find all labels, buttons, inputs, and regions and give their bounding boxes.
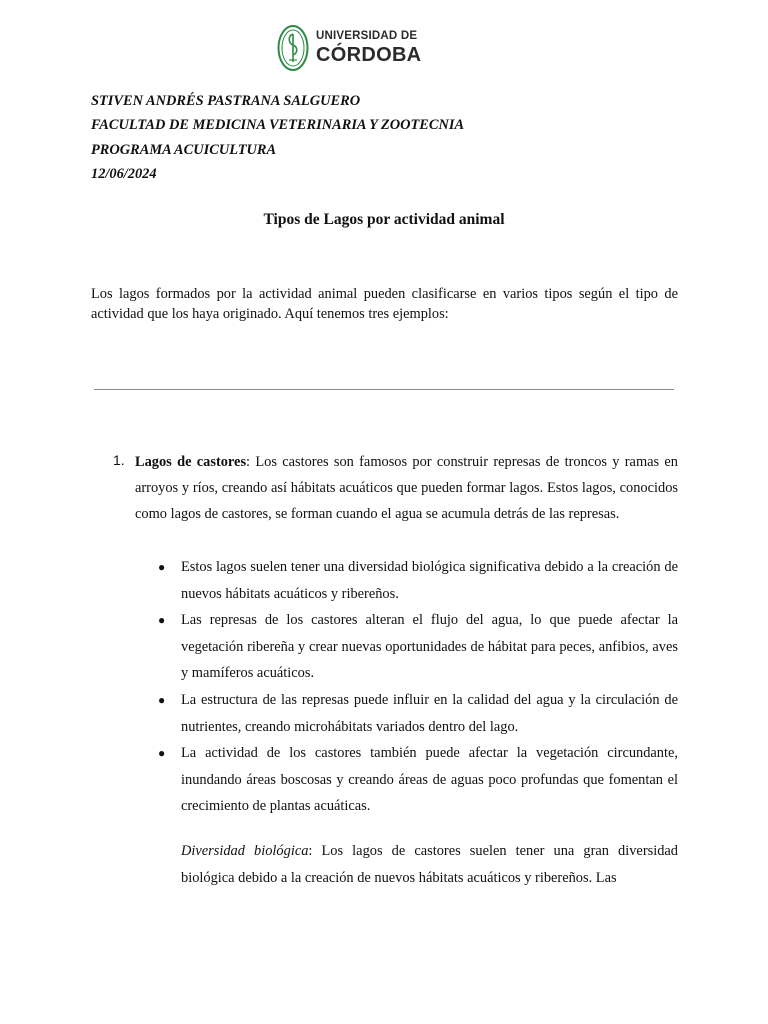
logo-line-2: CÓRDOBA xyxy=(316,44,422,67)
bullet-text: Estos lagos suelen tener una diversidad biológica significativa debido a la creación de nuevos hábitats acuáticos y ribereños. xyxy=(181,559,678,602)
bullet-dot-icon: ● xyxy=(158,746,166,761)
bullet-item xyxy=(158,687,678,740)
bullet-dot-icon: ● xyxy=(158,613,166,628)
university-seal-icon xyxy=(277,24,309,72)
logo-line-1: UNIVERSIDAD DE xyxy=(316,29,418,42)
bullet-list xyxy=(158,554,678,820)
bullet-item xyxy=(158,740,678,820)
bullet-text: La estructura de las represas puede influir en la calidad del agua y la circulación de nutrientes, creando microhábitats variados dentro del lago. xyxy=(181,691,678,735)
author-name: STIVEN ANDRÉS PASTRANA SALGUERO xyxy=(91,93,361,109)
bullet-item xyxy=(158,554,678,607)
bullet-dot-icon: ● xyxy=(158,560,166,574)
university-logo xyxy=(277,24,421,72)
bullet-text: La actividad de los castores también puede afectar la vegetación circundante, inundando áreas boscosas y creando áreas de aguas poco profundas que fomentan el crecimiento de plantas acuáticas. xyxy=(181,745,678,815)
document-header xyxy=(91,92,464,189)
list-item-text: : Los castores son famosos por construir represas de troncos y ramas en arroyos y ríos, creando así hábitats acuáticos que pueden formar lagos. Estos lagos, conocidos como lagos de castores, se forman cuando el agua se acumula detrás de las represas. xyxy=(135,454,678,522)
list-item-paragraph xyxy=(135,449,678,527)
document-date: 12/06/2024 xyxy=(91,165,157,182)
bullet-item xyxy=(158,607,678,687)
list-item-number: 1. xyxy=(113,452,125,468)
document-title: Tipos de Lagos por actividad animal xyxy=(263,211,505,228)
intro-paragraph: Los lagos formados por la actividad animal pueden clasificarse en varios tipos según el tipo de actividad que los haya originado. Aquí tenemos tres ejemplos: xyxy=(91,286,678,322)
bullet-text: Las represas de los castores alteran el flujo del agua, lo que puede afectar la vegetación ribereña y crear nuevas oportunidades de hábitat para peces, anfibios, aves y mamíferos acuáticos. xyxy=(181,612,678,682)
program-name: PROGRAMA ACUICULTURA xyxy=(91,141,277,158)
sub-paragraph-term: Diversidad biológica xyxy=(181,843,309,859)
sub-paragraph-text: : Los lagos de castores suelen tener una gran diversidad biológica debido a la creación de nuevos hábitats acuáticos y ribereños. Las xyxy=(181,843,678,886)
faculty-name: FACULTAD DE MEDICINA VETERINARIA Y ZOOTECNIA xyxy=(91,117,465,134)
bullet-dot-icon: ● xyxy=(158,692,166,707)
list-item-term: Lagos de castores xyxy=(135,454,247,470)
horizontal-rule xyxy=(94,389,674,390)
sub-paragraph xyxy=(181,838,678,891)
